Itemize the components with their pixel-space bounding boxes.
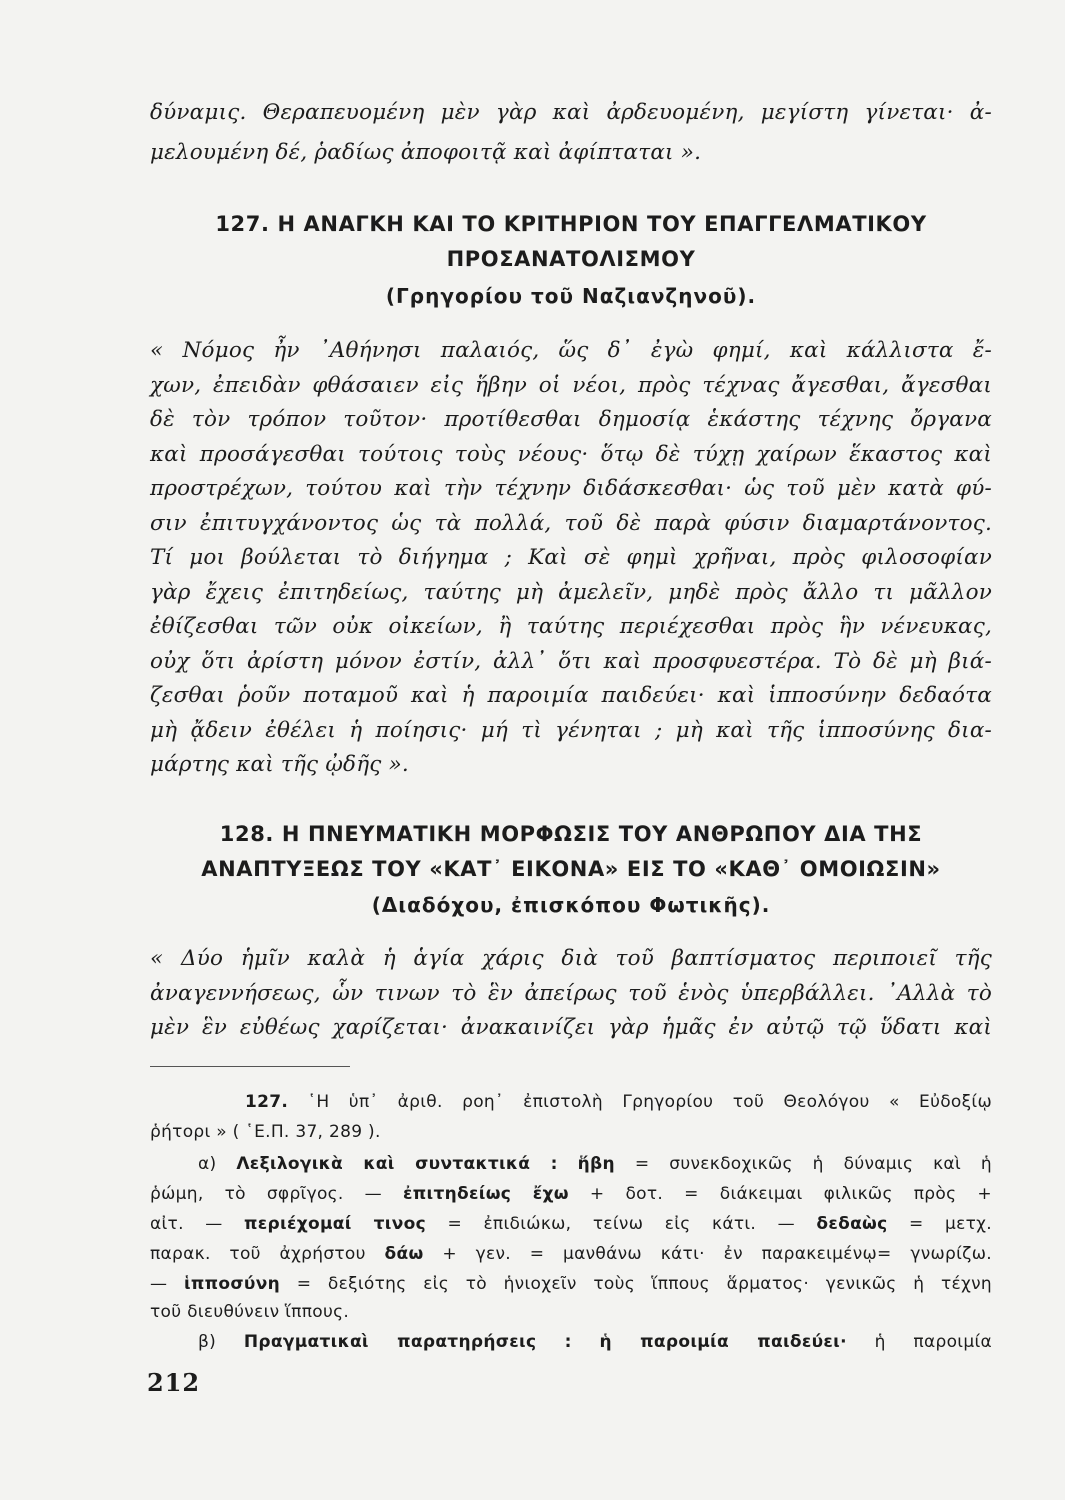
text-line: δὲ τὸν τρόπον τοῦτον· προτίθεσθαι δημοσίᾳ ἑκάστης τέχνης ὄργανα — [150, 407, 992, 432]
footnote-term: Λεξιλογικὰ καὶ συντακτικά : — [236, 1154, 558, 1174]
text-line: μάρτης καὶ τῆς ᾠδῆς ». — [150, 752, 409, 777]
text-line: προστρέχων, τούτου καὶ τὴν τέχνην διδάσκεσθαι· ὡς τοῦ μὲν κατὰ φύ- — [150, 476, 992, 501]
text-line: ἀναγεννήσεως, ὧν τινων τὸ ἓν ἀπείρως τοῦ ἑνὸς ὑπερβάλλει. ᾿Αλλὰ τὸ — [150, 981, 992, 1006]
footnote-text: = συνεκδοχικῶς ἡ δύναμις καὶ ἡ — [634, 1154, 992, 1174]
footnote-line — [150, 1332, 992, 1352]
text-line: μὴ ᾄδειν ἐθέλει ἡ ποίησις· μή τὶ γένηται ; μὴ καὶ τῆς ἱπποσύνης δια- — [150, 718, 992, 743]
footnote-line — [150, 1154, 992, 1174]
text-line: ἐθίζεσθαι τῶν οὐκ οἰκείων, ἢ ταύτης περιέχεσθαι πρὸς ἣν νένευκας, — [150, 614, 992, 639]
text-line: « Νόμος ἦν ᾿Αθήνησι παλαιός, ὥς δ᾿ ἐγὼ φημί, καὶ κάλλιστα ἔ- — [150, 338, 992, 363]
footnote-text: παρακ. τοῦ ἀχρήστου — [150, 1244, 366, 1264]
footnote-term: ἱπποσύνη — [184, 1274, 280, 1294]
section-heading: 127. Η ΑΝΑΓΚΗ ΚΑΙ ΤΟ ΚΡΙΤΗΡΙΟΝ ΤΟΥ ΕΠΑΓΓΕΛΜΑΤΙΚΟΥ — [215, 212, 927, 236]
footnote-number: 127. — [245, 1092, 289, 1112]
footnote-text: — — [150, 1274, 168, 1294]
text-line: ζεσθαι ῥοῦν ποταμοῦ καὶ ἡ παροιμία παιδεύει· καὶ ἱπποσύνην δεδαότα — [150, 683, 992, 708]
footnote-term: Πραγματικαὶ παρατηρήσεις : — [243, 1332, 572, 1352]
footnote-text: ῾Η ὑπ᾿ ἀριθ. ροη᾿ ἐπιστολὴ Γρηγορίου τοῦ Θεολόγου « Εὐδοξίῳ — [307, 1092, 992, 1112]
footnote-term: περιέχομαί τινος — [244, 1214, 426, 1234]
text-line: δύναμις. Θεραπευομένη μὲν γὰρ καὶ ἀρδευομένη, μεγίστη γίνεται· ἀ- — [150, 100, 992, 125]
footnote-text: ἡ παροιμία — [874, 1332, 992, 1352]
footnote-text: αἰτ. — — [150, 1214, 223, 1234]
text-line: μὲν ἓν εὐθέως χαρίζεται· ἀνακαινίζει γὰρ ἡμᾶς ἐν αὐτῷ τῷ ὕδατι καὶ — [150, 1015, 992, 1040]
footnote-text: = δεξιότης εἰς τὸ ἡνιοχεῖν τοὺς ἵππους ἅρματος· γενικῶς ἡ τέχνη — [296, 1274, 992, 1294]
footnote-marker: β) — [198, 1332, 217, 1352]
footnote-term: ἡ παροιμία παιδεύει· — [599, 1332, 847, 1352]
footnote-text: + δοτ. = διάκειμαι φιλικῶς πρὸς + — [589, 1184, 992, 1204]
footnote-term: δεδαὼς — [816, 1214, 888, 1234]
text-line: χων, ἐπειδὰν φθάσαιεν εἰς ἥβην οἱ νέοι, πρὸς τέχνας ἄγεσθαι, ἄγεσθαι — [150, 373, 992, 398]
footnote-term: ἐπιτηδείως ἔχω — [403, 1184, 569, 1204]
section-heading: ΑΝΑΠΤΥΞΕΩΣ ΤΟΥ «ΚΑΤ᾿ ΕΙΚΟΝΑ» ΕΙΣ ΤΟ «ΚΑΘ᾿ ΟΜΟΙΩΣΙΝ» — [201, 857, 941, 881]
text-line: « Δύο ἡμῖν καλὰ ἡ ἁγία χάρις διὰ τοῦ βαπτίσματος περιποιεῖ τῆς — [150, 946, 992, 971]
text-line: μελουμένη δέ, ῥαδίως ἀποφοιτᾷ καὶ ἀφίπταται ». — [150, 140, 702, 165]
text-line: γὰρ ἔχεις ἐπιτηδείως, ταύτης μὴ ἀμελεῖν, μηδὲ πρὸς ἄλλο τι μᾶλλον — [150, 580, 992, 605]
footnote-line — [150, 1274, 992, 1294]
footnote-marker: α) — [198, 1154, 217, 1174]
footnote-line: τοῦ διευθύνειν ἵππους. — [150, 1302, 350, 1322]
footnote-line — [150, 1184, 992, 1204]
text-line: σιν ἐπιτυγχάνοντος ὡς τὰ πολλά, τοῦ δὲ παρὰ φύσιν διαμαρτάνοντος. — [150, 511, 992, 536]
footnote-term: ἥβη — [577, 1154, 615, 1174]
footnote-text: + γεν. = μανθάνω κάτι· ἐν παρακειμένῳ= γνωρίζω. — [442, 1244, 992, 1264]
section-author: (Διαδόχου, ἐπισκόπου Φωτικῆς). — [371, 893, 771, 917]
section-author: (Γρηγορίου τοῦ Ναζιανζηνοῦ). — [385, 284, 757, 308]
footnote-text: = ἐπιδιώκω, τείνω εἰς κάτι. — — [447, 1214, 795, 1234]
footnote-text: = μετχ. — [908, 1214, 992, 1234]
text-line: οὐχ ὅτι ἀρίστη μόνον ἐστίν, ἀλλ᾿ ὅτι καὶ προσφυεστέρα. Τὸ δὲ μὴ βιά- — [150, 649, 992, 674]
text-line: Τί μοι βούλεται τὸ διήγημα ; Καὶ σὲ φημὶ χρῆναι, πρὸς φιλοσοφίαν — [150, 545, 992, 570]
text-line: καὶ προσάγεσθαι τούτοις τοὺς νέους· ὅτῳ δὲ τύχῃ χαίρων ἕκαστος καὶ — [150, 442, 992, 467]
footnote-line — [150, 1214, 992, 1234]
section-heading: ΠΡΟΣΑΝΑΤΟΛΙΣΜΟΥ — [446, 247, 696, 271]
footnote-line — [150, 1244, 992, 1264]
footnote-text: ῥώμη, τὸ σφρῖγος. — — [150, 1184, 382, 1204]
footnote-line: ῥήτορι » ( ῾Ε.Π. 37, 289 ). — [150, 1122, 381, 1142]
section-heading: 128. Η ΠΝΕΥΜΑΤΙΚΗ ΜΟΡΦΩΣΙΣ ΤΟΥ ΑΝΘΡΩΠΟΥ ΔΙΑ ΤΗΣ — [219, 822, 923, 846]
footnote-divider — [150, 1066, 350, 1067]
page-number: 212 — [147, 1368, 201, 1397]
footnote-line — [150, 1092, 992, 1112]
footnote-term: δάω — [384, 1244, 424, 1264]
